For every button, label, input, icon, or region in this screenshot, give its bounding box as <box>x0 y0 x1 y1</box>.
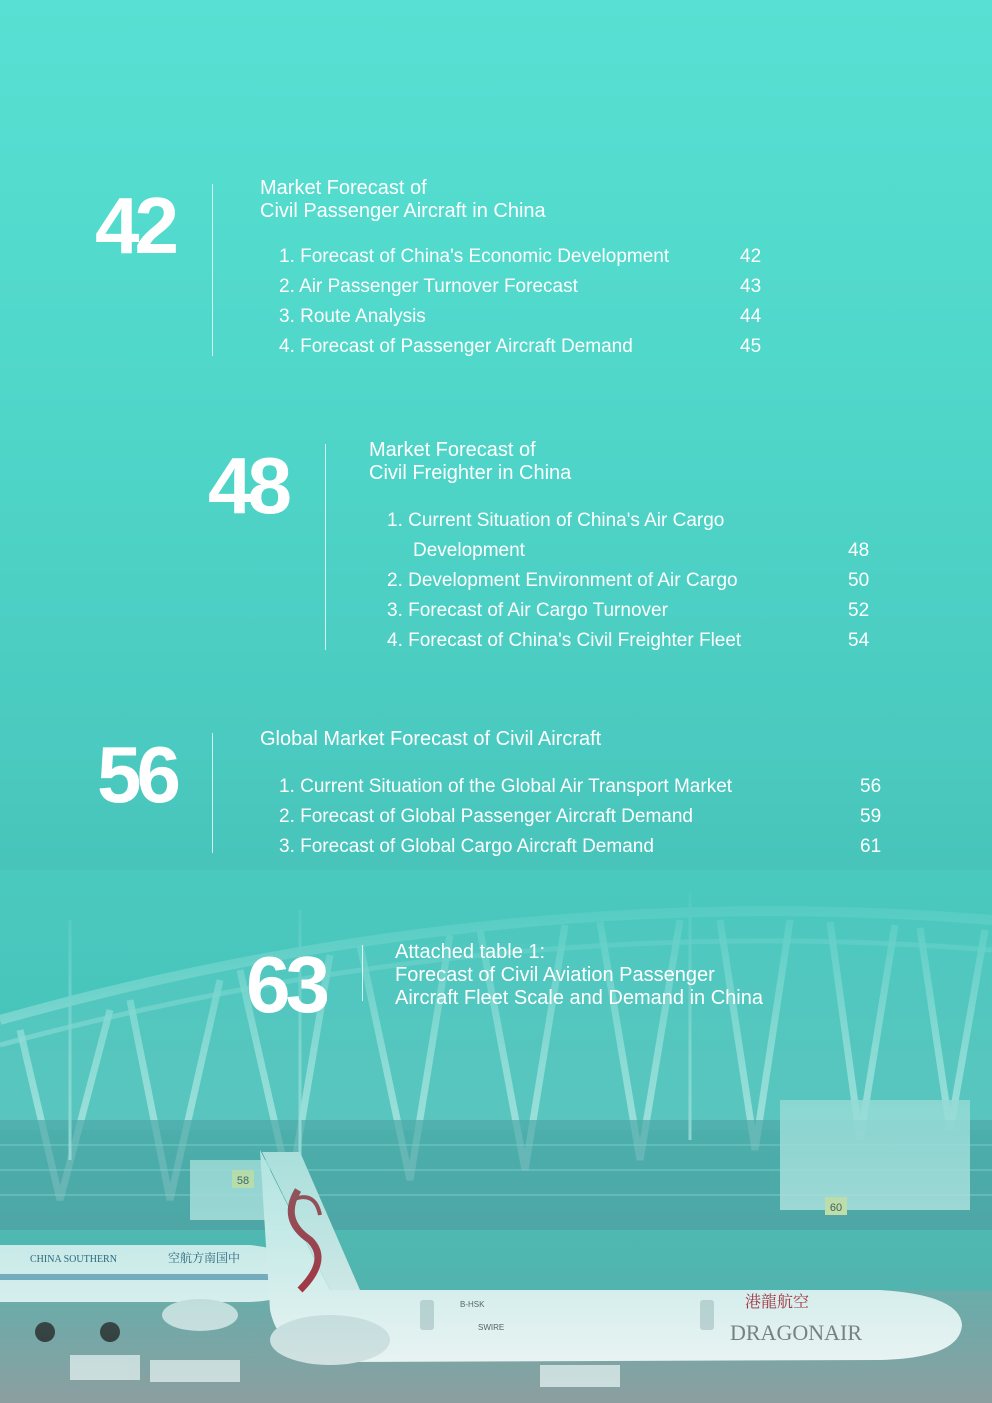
section-number: 42 <box>95 181 174 270</box>
section-number: 63 <box>246 940 325 1029</box>
toc-entry-page: 56 <box>860 776 882 797</box>
toc-entry-page: 43 <box>740 276 762 297</box>
section-title-line1[interactable]: Attached table 1: <box>395 941 546 963</box>
divider-line <box>212 184 213 356</box>
toc-entry-label[interactable]: 3. Forecast of Global Cargo Aircraft Demand <box>279 836 654 857</box>
section-title-line2: Civil Passenger Aircraft in China <box>260 200 546 222</box>
toc-entry-page: 54 <box>848 630 870 651</box>
divider-line <box>212 733 213 853</box>
toc-entry-label[interactable]: 2. Forecast of Global Passenger Aircraft Demand <box>279 806 693 827</box>
toc-entry-page: 50 <box>848 570 870 591</box>
section-title-line1: Market Forecast of <box>369 439 536 461</box>
toc-entry-page: 59 <box>860 806 882 827</box>
toc-entry-label-continued[interactable]: Development <box>413 540 525 561</box>
toc-entry-label[interactable]: 2. Air Passenger Turnover Forecast <box>279 276 578 297</box>
section-number: 48 <box>208 441 287 530</box>
toc-entry-label[interactable]: 3. Forecast of Air Cargo Turnover <box>387 600 668 621</box>
section-title-line1: Market Forecast of <box>260 177 427 199</box>
toc-entry-label[interactable]: 4. Forecast of Passenger Aircraft Demand <box>279 336 633 357</box>
section-title-line1: Global Market Forecast of Civil Aircraft <box>260 728 602 750</box>
toc-entry-label[interactable]: 2. Development Environment of Air Cargo <box>387 570 738 591</box>
toc-entry-label[interactable]: 4. Forecast of China's Civil Freighter Fleet <box>387 630 742 651</box>
toc-entry-label[interactable]: 1. Current Situation of China's Air Cargo <box>387 510 725 531</box>
toc-entry-label[interactable]: 1. Current Situation of the Global Air Transport Market <box>279 776 733 797</box>
toc-entry-page: 61 <box>860 836 882 857</box>
toc-entry-page: 52 <box>848 600 870 621</box>
toc-entry-page: 42 <box>740 246 762 267</box>
toc-entry-page: 48 <box>848 540 870 561</box>
toc-entry-page: 44 <box>740 306 762 327</box>
section-title-line3[interactable]: Aircraft Fleet Scale and Demand in China <box>395 987 763 1009</box>
section-number: 56 <box>97 730 176 819</box>
toc-entry-label[interactable]: 3. Route Analysis <box>279 306 426 327</box>
toc-entry-page: 45 <box>740 336 762 357</box>
toc-entry-label[interactable]: 1. Forecast of China's Economic Development <box>279 246 670 267</box>
divider-line <box>325 444 326 650</box>
section-title-line2: Civil Freighter in China <box>369 462 572 484</box>
section-title-line2[interactable]: Forecast of Civil Aviation Passenger <box>395 964 715 986</box>
divider-line <box>362 945 363 1001</box>
